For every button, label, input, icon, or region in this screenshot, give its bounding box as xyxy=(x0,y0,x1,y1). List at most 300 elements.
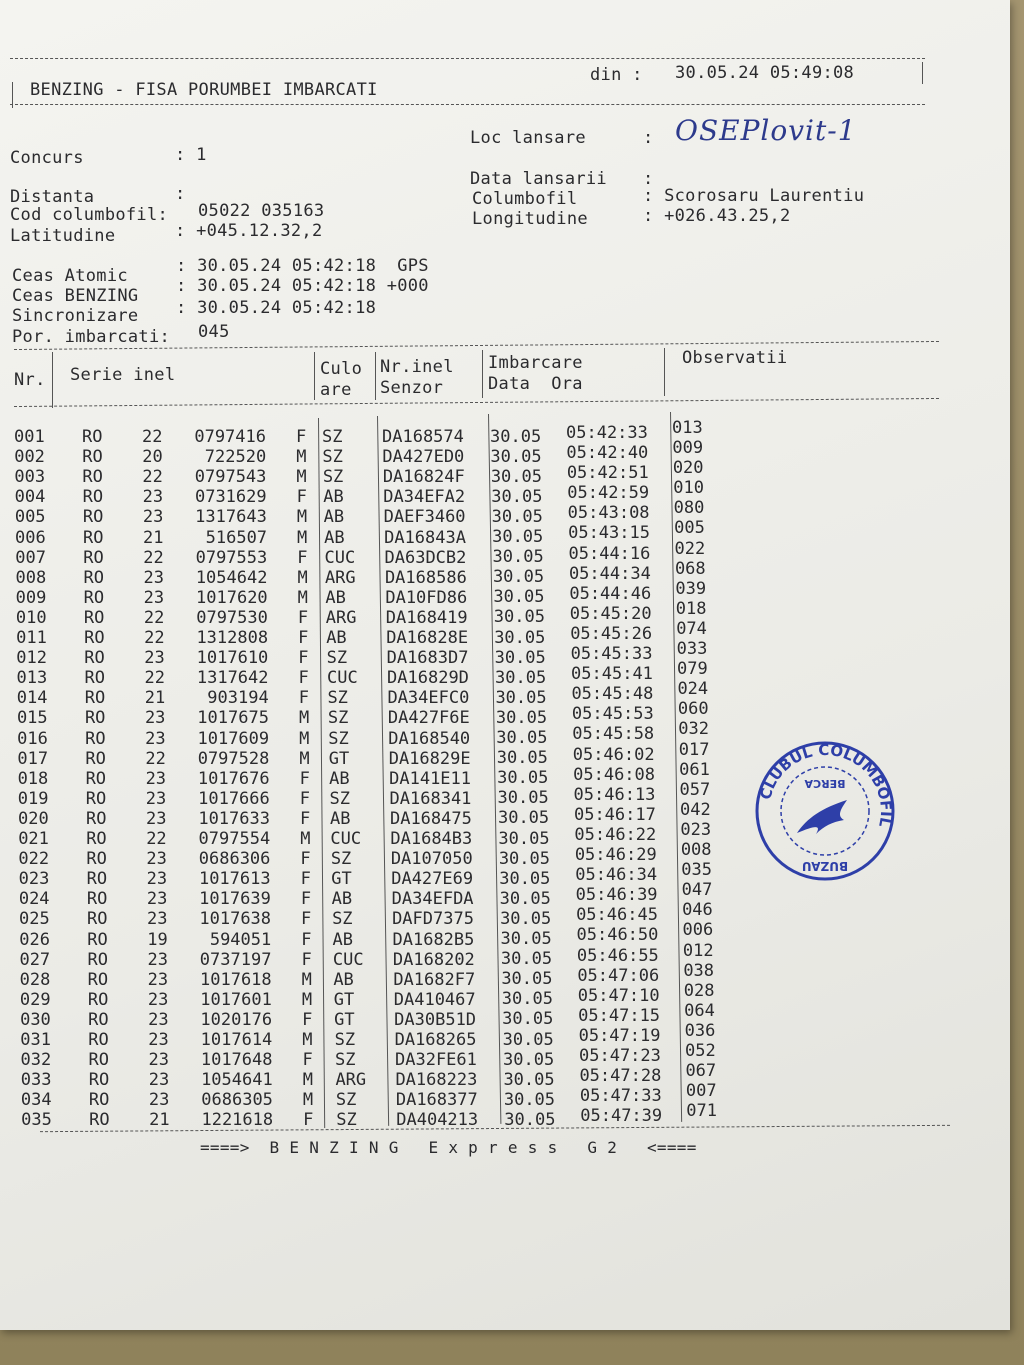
cell-sensor: DA168341 xyxy=(389,788,472,809)
cell-yr: 23 xyxy=(142,487,164,508)
cell-col: GT xyxy=(328,748,350,769)
cell-nr: 028 xyxy=(19,969,51,990)
ceas-atomic-value: : 30.05.24 05:42:18 GPS xyxy=(176,256,429,276)
cell-nr: 015 xyxy=(16,708,48,729)
cell-date: 30.05 xyxy=(494,627,546,648)
cell-sensor: DA16843A xyxy=(384,527,466,548)
cell-ring: 1317643 xyxy=(195,507,267,528)
cell-yr: 23 xyxy=(145,808,167,829)
cell-nr: 007 xyxy=(15,547,46,568)
stamp-city-top: BERCA xyxy=(804,777,846,790)
cell-yr: 23 xyxy=(148,1090,170,1111)
cell-col: SZ xyxy=(326,648,348,669)
cell-nr: 027 xyxy=(19,949,51,970)
cell-sex: M xyxy=(299,748,310,769)
cell-sex: M xyxy=(302,1070,313,1091)
cell-yr: 22 xyxy=(145,748,166,769)
cell-obs: 057 xyxy=(679,779,711,800)
cell-col: ARG xyxy=(335,1070,367,1091)
sincronizare-value: : 30.05.24 05:42:18 xyxy=(176,298,377,318)
cell-sex: F xyxy=(299,808,311,829)
cell-time: 05:46:02 xyxy=(572,744,655,765)
cell-ring: 1017639 xyxy=(199,889,271,910)
cell-obs: 012 xyxy=(682,940,714,961)
por-imbarcati-label: Por. imbarcati: xyxy=(12,327,171,347)
cell-cc: RO xyxy=(85,808,107,829)
cell-yr: 22 xyxy=(144,668,165,689)
cell-obs: 005 xyxy=(674,518,705,539)
cell-sex: F xyxy=(296,427,307,447)
cell-nr: 010 xyxy=(15,607,47,628)
cell-time: 05:46:34 xyxy=(575,865,658,886)
cell-obs: 064 xyxy=(684,1000,715,1021)
cell-time: 05:46:39 xyxy=(575,885,658,906)
cell-yr: 23 xyxy=(145,728,166,749)
cell-yr: 22 xyxy=(142,467,163,488)
cell-date: 30.05 xyxy=(496,728,548,749)
cell-time: 05:42:33 xyxy=(566,422,648,443)
cell-nr: 025 xyxy=(19,909,50,930)
cell-cc: RO xyxy=(88,1030,109,1050)
columbofil-value: : Scorosaru Laurentiu xyxy=(643,186,865,206)
cell-ring: 1017648 xyxy=(200,1050,273,1071)
cell-obs: 060 xyxy=(677,699,709,720)
cell-obs: 074 xyxy=(676,618,707,639)
footer-banner: ====> B E N Z I N G E x p r e s s G 2 <==== xyxy=(200,1138,697,1157)
cell-sex: F xyxy=(300,889,312,910)
cell-date: 30.05 xyxy=(500,949,553,970)
cell-yr: 23 xyxy=(145,768,167,789)
cell-sensor: DA168202 xyxy=(392,949,475,970)
cell-sex: F xyxy=(303,1110,314,1131)
cell-ring: 1017620 xyxy=(196,587,268,608)
cell-time: 05:44:46 xyxy=(569,583,652,604)
cell-obs: 068 xyxy=(674,558,706,579)
cell-nr: 011 xyxy=(16,628,47,648)
cell-col: AB xyxy=(324,527,345,548)
cell-ring: 0797528 xyxy=(197,748,270,769)
cell-sensor: DA16828E xyxy=(386,628,469,648)
cell-date: 30.05 xyxy=(498,828,550,849)
cell-nr: 012 xyxy=(16,648,48,669)
cell-nr: 033 xyxy=(20,1070,52,1091)
cell-yr: 20 xyxy=(142,447,163,468)
cell-sex: M xyxy=(298,708,310,729)
cell-col: SZ xyxy=(334,1030,356,1050)
report-title: BENZING - FISA PORUMBEI IMBARCATI xyxy=(30,80,378,100)
loc-lansare-label: Loc lansare xyxy=(470,128,586,148)
header-top-rule xyxy=(10,58,925,59)
cell-col: ARG xyxy=(324,567,356,588)
cell-time: 05:45:20 xyxy=(569,603,652,624)
cell-obs: 013 xyxy=(672,417,703,438)
col-header-are: are xyxy=(320,380,352,400)
cell-sensor: DA30B51D xyxy=(394,1009,477,1030)
cell-cc: RO xyxy=(85,748,106,769)
cell-cc: RO xyxy=(82,447,103,468)
cell-sex: M xyxy=(301,969,312,990)
cell-cc: RO xyxy=(82,507,104,528)
cell-cc: RO xyxy=(83,567,104,588)
cell-cc: RO xyxy=(88,1070,110,1091)
cell-sensor: DA16824F xyxy=(382,467,465,488)
cell-yr: 22 xyxy=(143,547,164,568)
cell-sex: F xyxy=(298,648,309,669)
ceas-benzing-label: Ceas BENZING xyxy=(12,286,139,306)
sep-senzor xyxy=(482,350,483,398)
cell-date: 30.05 xyxy=(494,647,546,668)
cell-yr: 23 xyxy=(147,949,168,970)
cell-sex: F xyxy=(301,929,312,950)
cell-time: 05:43:08 xyxy=(567,503,650,524)
sep-culoare xyxy=(375,352,376,400)
cell-yr: 23 xyxy=(147,909,168,930)
cell-sensor: DA32FE61 xyxy=(395,1050,477,1071)
cell-date: 30.05 xyxy=(492,547,544,568)
cell-time: 05:42:51 xyxy=(566,463,649,484)
cell-sensor: DA168540 xyxy=(388,728,471,749)
cell-cc: RO xyxy=(83,547,104,568)
cell-ring: 1017638 xyxy=(199,909,272,930)
cell-sensor: DA168265 xyxy=(394,1030,477,1050)
cell-yr: 22 xyxy=(146,829,167,849)
cell-nr: 006 xyxy=(15,527,46,548)
cell-nr: 029 xyxy=(19,989,51,1010)
cell-sex: F xyxy=(299,768,310,789)
cell-time: 05:47:33 xyxy=(579,1086,662,1107)
cell-nr: 014 xyxy=(16,688,48,709)
cell-time: 05:47:39 xyxy=(580,1106,663,1127)
cell-col: SZ xyxy=(335,1050,356,1071)
stamp-ring-text: CLUBUL COLUMBOFIL xyxy=(756,740,896,829)
cell-obs: 061 xyxy=(679,759,710,780)
cell-time: 05:46:50 xyxy=(576,925,659,946)
cell-cc: RO xyxy=(89,1110,110,1131)
cell-date: 30.05 xyxy=(499,868,551,889)
cell-sensor: DA63DCB2 xyxy=(384,547,467,568)
cell-sensor: DA427F6E xyxy=(387,708,470,729)
cell-sex: F xyxy=(299,788,311,809)
cell-nr: 003 xyxy=(14,467,46,488)
cell-nr: 021 xyxy=(18,829,49,849)
loc-lansare-sep: : xyxy=(643,128,654,148)
col-header-data-ora: Data Ora xyxy=(488,374,583,394)
cell-obs: 018 xyxy=(675,598,707,619)
cell-ring: 0686305 xyxy=(201,1090,273,1111)
cell-cc: RO xyxy=(86,869,108,890)
cell-obs: 023 xyxy=(680,819,712,840)
cell-col: AB xyxy=(323,507,345,528)
cell-nr: 004 xyxy=(14,487,46,508)
cell-col: GT xyxy=(334,1009,355,1030)
cell-col: CUC xyxy=(330,829,362,849)
cell-nr: 024 xyxy=(18,889,50,910)
cell-obs: 006 xyxy=(682,920,714,941)
cell-col: CUC xyxy=(327,668,358,689)
cell-sensor: DA427E69 xyxy=(391,869,474,890)
cell-yr: 23 xyxy=(146,889,168,910)
cell-yr: 22 xyxy=(142,427,163,447)
cell-date: 30.05 xyxy=(502,1009,554,1030)
cell-ring: 722520 xyxy=(204,447,267,468)
cell-sex: F xyxy=(298,628,309,648)
cell-obs: 009 xyxy=(672,438,704,458)
cell-ring: 1054641 xyxy=(201,1070,273,1091)
cell-date: 30.05 xyxy=(495,667,547,688)
ceas-benzing-value: : 30.05.24 05:42:18 +000 xyxy=(176,276,429,296)
cell-nr: 032 xyxy=(20,1050,52,1071)
cell-col: GT xyxy=(331,869,352,890)
cell-ring: 516507 xyxy=(205,527,268,548)
cell-sex: M xyxy=(297,527,308,548)
cell-sex: M xyxy=(302,1030,313,1050)
cell-yr: 23 xyxy=(148,1030,169,1050)
cell-obs: 079 xyxy=(677,659,708,680)
cell-yr: 23 xyxy=(144,648,165,669)
cell-nr: 030 xyxy=(20,1009,51,1030)
cell-sensor: DA1682B5 xyxy=(392,929,475,950)
concurs-label: Concurs xyxy=(10,148,84,168)
cell-col: AB xyxy=(333,969,354,990)
header-right-edge xyxy=(922,62,923,84)
cell-obs: 038 xyxy=(683,960,715,981)
cell-sex: F xyxy=(300,869,311,890)
cell-date: 30.05 xyxy=(503,1089,556,1110)
cell-time: 05:45:58 xyxy=(572,724,655,745)
cell-date: 30.05 xyxy=(495,687,547,708)
cell-yr: 23 xyxy=(147,989,169,1010)
cell-sex: F xyxy=(301,949,312,970)
cell-ring: 1017614 xyxy=(200,1030,273,1050)
cell-yr: 19 xyxy=(147,929,168,950)
cell-nr: 019 xyxy=(17,788,49,809)
cell-obs: 024 xyxy=(677,679,709,700)
cell-time: 05:42:40 xyxy=(566,443,649,464)
table-header-rule xyxy=(14,398,939,407)
cell-time: 05:45:33 xyxy=(570,644,653,665)
cell-ring: 0797543 xyxy=(194,467,267,488)
cell-nr: 008 xyxy=(15,567,47,588)
cell-cc: RO xyxy=(85,768,107,789)
cell-date: 30.05 xyxy=(492,567,545,588)
cell-time: 05:46:13 xyxy=(573,784,656,805)
cell-ring: 1017618 xyxy=(200,969,272,990)
stamp-city-bottom: BUZAU xyxy=(801,859,849,873)
cell-sex: M xyxy=(301,989,313,1010)
distanta-label: Distanta xyxy=(10,187,95,207)
cell-ring: 0737197 xyxy=(199,949,272,970)
cell-cc: RO xyxy=(83,587,105,608)
cod-columbofil-label: Cod columbofil: xyxy=(10,205,169,225)
cell-sensor: DA404213 xyxy=(396,1110,479,1131)
cell-date: 30.05 xyxy=(492,527,544,548)
cell-nr: 002 xyxy=(14,447,45,468)
cell-ring: 1017675 xyxy=(197,708,269,729)
cell-col: AB xyxy=(325,587,346,608)
cell-nr: 016 xyxy=(17,728,48,749)
concurs-value: : 1 xyxy=(175,145,207,165)
cell-time: 05:46:45 xyxy=(576,905,658,926)
cell-col: AB xyxy=(332,929,353,950)
cell-col: CUC xyxy=(324,547,356,568)
cell-sensor: DA168586 xyxy=(384,567,467,588)
cell-time: 05:46:17 xyxy=(573,804,656,825)
cell-sex: F xyxy=(296,487,307,508)
cell-date: 30.05 xyxy=(500,908,552,929)
cell-time: 05:47:23 xyxy=(579,1046,661,1067)
club-stamp xyxy=(752,738,898,884)
cell-cc: RO xyxy=(84,668,105,689)
cell-date: 30.05 xyxy=(496,748,548,769)
cell-cc: RO xyxy=(85,788,107,809)
cell-date: 30.05 xyxy=(503,1049,555,1070)
cell-date: 30.05 xyxy=(495,707,548,728)
cell-obs: 042 xyxy=(679,799,711,820)
col-header-serie: Serie inel xyxy=(70,365,176,385)
cell-sensor: DA34EFA2 xyxy=(383,487,466,508)
cell-sex: M xyxy=(302,1090,314,1111)
cell-ring: 1317642 xyxy=(196,668,269,689)
cell-time: 05:47:15 xyxy=(578,1005,661,1026)
cell-yr: 21 xyxy=(143,527,164,548)
cell-sex: M xyxy=(296,447,307,468)
cell-cc: RO xyxy=(82,487,104,508)
cell-ring: 903194 xyxy=(207,688,269,709)
cell-date: 30.05 xyxy=(500,929,552,950)
ceas-atomic-label: Ceas Atomic xyxy=(12,266,128,286)
col-header-culo: Culo xyxy=(320,359,363,379)
cell-sensor: DA107050 xyxy=(390,849,473,870)
sincronizare-label: Sincronizare xyxy=(12,306,139,326)
cell-ring: 594051 xyxy=(209,929,272,950)
cell-cc: RO xyxy=(82,427,103,447)
cell-sensor: DAEF3460 xyxy=(383,507,466,528)
cell-col: SZ xyxy=(336,1110,357,1131)
cell-yr: 23 xyxy=(148,1009,169,1030)
cell-cc: RO xyxy=(86,849,107,870)
cell-sensor: DA410467 xyxy=(393,989,476,1010)
cell-time: 05:45:48 xyxy=(571,684,654,705)
cell-sensor: DA427ED0 xyxy=(382,447,465,468)
cell-time: 05:47:06 xyxy=(577,965,660,986)
cell-sex: F xyxy=(298,688,309,709)
cell-time: 05:44:16 xyxy=(568,543,651,564)
cell-obs: 080 xyxy=(673,498,705,519)
cell-time: 05:45:53 xyxy=(571,704,654,725)
cell-sex: M xyxy=(297,587,308,608)
cell-obs: 008 xyxy=(680,840,712,860)
cell-date: 30.05 xyxy=(497,788,549,809)
cell-time: 05:42:59 xyxy=(567,483,650,504)
cell-obs: 017 xyxy=(678,739,710,760)
cell-sex: M xyxy=(299,728,310,749)
cell-ring: 1221618 xyxy=(201,1110,274,1131)
cell-date: 30.05 xyxy=(497,768,549,789)
sep-nr xyxy=(52,352,53,408)
columbofil-label: Columbofil xyxy=(472,189,578,209)
cell-sex: M xyxy=(296,507,308,528)
cell-sensor: DA34EFDA xyxy=(391,889,474,910)
cell-col: AB xyxy=(331,889,353,910)
cell-col: AB xyxy=(329,808,351,829)
cell-date: 30.05 xyxy=(504,1109,556,1130)
cell-date: 30.05 xyxy=(498,848,550,869)
cell-sex: F xyxy=(298,668,309,689)
cell-time: 05:46:55 xyxy=(576,945,659,966)
cell-date: 30.05 xyxy=(493,607,545,628)
cell-cc: RO xyxy=(88,1009,109,1030)
cell-cc: RO xyxy=(84,708,106,729)
cell-sensor: DA1683D7 xyxy=(386,648,469,669)
col-header-senzor: Senzor xyxy=(380,378,444,398)
cell-ring: 0797416 xyxy=(194,427,266,447)
longitudine-value: : +026.43.25,2 xyxy=(643,206,791,226)
cell-obs: 022 xyxy=(674,538,706,559)
cell-obs: 036 xyxy=(684,1020,716,1041)
cell-sensor: DA168574 xyxy=(382,427,464,447)
cell-ring: 1017601 xyxy=(200,989,272,1010)
cell-yr: 21 xyxy=(149,1110,170,1131)
cell-sensor: DA34EFC0 xyxy=(387,688,470,709)
cell-date: 30.05 xyxy=(490,466,542,487)
cell-sex: M xyxy=(297,567,308,588)
cell-obs: 032 xyxy=(678,719,709,740)
cell-yr: 23 xyxy=(147,969,169,990)
cell-obs: 047 xyxy=(681,880,713,901)
cell-yr: 23 xyxy=(148,1070,170,1091)
col-header-nr: Nr. xyxy=(14,370,46,390)
cell-sensor: DA1682F7 xyxy=(393,969,476,990)
cell-col: SZ xyxy=(328,728,349,749)
cell-ring: 1017666 xyxy=(198,788,270,809)
latitudine-label: Latitudine xyxy=(10,226,116,246)
cell-nr: 035 xyxy=(21,1110,52,1131)
cell-time: 05:44:34 xyxy=(568,563,651,584)
cell-ring: 1312808 xyxy=(196,628,269,648)
sep-imbarcare xyxy=(664,348,665,396)
cell-time: 05:47:10 xyxy=(577,985,660,1006)
cell-time: 05:46:08 xyxy=(573,764,656,785)
cell-yr: 23 xyxy=(146,869,168,890)
cell-nr: 009 xyxy=(15,587,47,608)
cell-ring: 0797553 xyxy=(195,547,268,568)
cell-col: AB xyxy=(326,628,347,648)
cell-sex: F xyxy=(297,607,309,628)
cell-cc: RO xyxy=(84,628,105,648)
col-header-observatii: Observatii xyxy=(682,348,788,368)
cell-col: SZ xyxy=(322,427,343,447)
cell-obs: 010 xyxy=(673,478,704,499)
data-lansarii-sep: : xyxy=(643,169,654,189)
cell-obs: 071 xyxy=(686,1101,717,1122)
cell-cc: RO xyxy=(84,688,106,709)
cell-nr: 018 xyxy=(17,768,49,789)
cell-nr: 020 xyxy=(17,808,49,829)
cell-obs: 046 xyxy=(682,900,713,921)
cell-yr: 21 xyxy=(144,688,166,709)
distanta-sep: : xyxy=(175,184,186,204)
cell-col: SZ xyxy=(322,467,344,488)
cell-date: 30.05 xyxy=(490,446,542,467)
cell-cc: RO xyxy=(83,607,105,628)
cell-obs: 039 xyxy=(675,578,707,599)
cell-obs: 067 xyxy=(685,1061,717,1082)
cell-cc: RO xyxy=(87,949,108,970)
cell-cc: RO xyxy=(87,969,109,990)
cell-sensor: DA168475 xyxy=(389,808,472,829)
cell-nr: 026 xyxy=(19,929,50,950)
cell-obs: 028 xyxy=(683,980,715,1001)
